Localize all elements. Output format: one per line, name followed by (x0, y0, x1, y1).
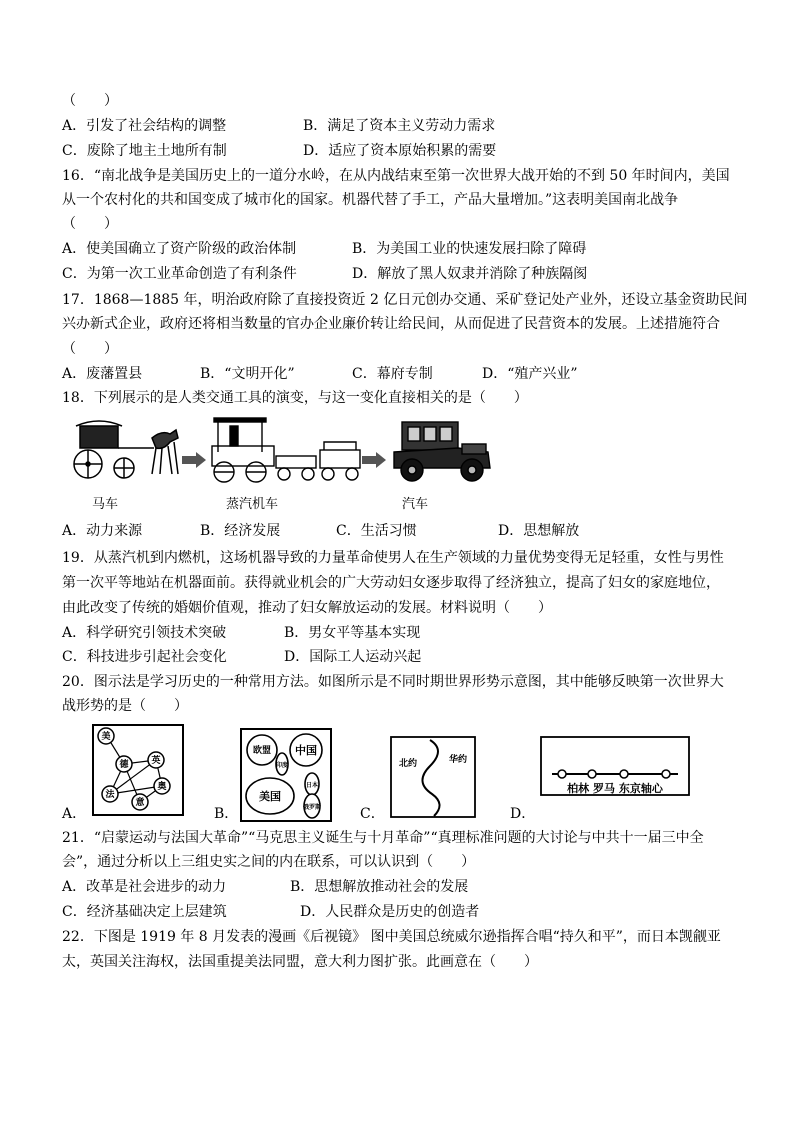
q16-option-d: D．解放了黑人奴隶并消除了种族隔阂 (352, 266, 588, 282)
q21-stem-line2: 会”，通过分析以上三组史实之间的内在联系，可以认识到（ ） (62, 854, 476, 870)
fig-b-node: 美国 (259, 790, 281, 803)
q21-option-c: C．经济基础决定上层建筑 (62, 904, 227, 920)
option-c: C．废除了地主土地所有制 (62, 143, 227, 159)
carriage-image (74, 421, 178, 478)
caption-carriage: 马车 (92, 497, 119, 512)
q16-paren: （ ） (62, 216, 118, 232)
option-b: B．满足了资本主义劳动力需求 (303, 118, 496, 134)
fig-a-node: 英 (151, 756, 161, 766)
q21-option-a: A．改革是社会进步的动力 (62, 879, 227, 895)
q16-stem-line2: 从一个农村化的共和国变成了城市化的国家。机器代替了手工，产品大量增加。”这表明美国南北战争 (62, 192, 679, 208)
fig-a-node: 德 (119, 760, 129, 770)
q17-option-d: D．“殖产兴业” (482, 366, 578, 382)
fig-a-node: 美 (101, 732, 111, 742)
q17-stem-line2: 兴办新式企业，政府还将相当数量的官办企业廉价转让给民间，从而促进了民营资本的发展。上述措施符合 (62, 316, 720, 332)
q16-option-b: B．为美国工业的快速发展扫除了障碍 (352, 241, 587, 257)
caption-car: 汽车 (402, 497, 429, 512)
figure-d-axis-diagram (540, 736, 690, 796)
q18-option-b: B．经济发展 (200, 523, 281, 539)
q18-stem: 18．下列展示的是人类交通工具的演变，与这一变化直接相关的是（ ） (62, 390, 528, 406)
q21-stem-line1: 21．“启蒙运动与法国大革命”“马克思主义诞生与十月革命”“真理标准问题的大讨论与中共十一届三中全 (62, 830, 704, 846)
q19-stem-line3: 由此改变了传统的婚姻价值观，推动了妇女解放运动的发展。材料说明（ ） (62, 600, 552, 616)
option-d: D．适应了资本原始积累的需要 (303, 143, 497, 159)
fig-b-node: 欧盟 (252, 746, 272, 756)
arrow-right-icon (182, 452, 206, 468)
figure-a-alliance-diagram (92, 724, 184, 816)
q19-option-d: D．国际工人运动兴起 (284, 649, 422, 665)
q19-stem-line1: 19．从蒸汽机到内燃机，这场机器导致的力量革命使男人在生产领域的力量优势变得无足轻重，女性与男性 (62, 550, 724, 566)
q19-option-c: C．科技进步引起社会变化 (62, 649, 227, 665)
fig-a-node: 法 (105, 790, 115, 800)
transport-evolution-figure (62, 412, 502, 488)
q20-stem-line1: 20．图示法是学习历史的一种常用方法。如图所示是不同时期世界形势示意图，其中能够反映第一次世界大 (62, 674, 724, 690)
fig-b-node: 俄罗斯 (302, 804, 322, 811)
q21-option-d: D．人民群众是历史的创造者 (300, 904, 480, 920)
car-image (394, 422, 490, 481)
q17-option-b: B．“文明开化” (200, 366, 295, 382)
q22-stem-line2: 太，英国关注海权，法国重提美法同盟，意大利力图扩张。此画意在（ ） (62, 954, 538, 970)
fig-a-node: 意 (135, 798, 145, 808)
q20-option-d: D． (510, 806, 536, 822)
q19-option-a: A．科学研究引领技术突破 (62, 625, 227, 641)
question-paren: （ ） (62, 93, 118, 109)
q20-option-b: B． (214, 806, 239, 822)
arrow-right-icon (362, 452, 386, 468)
q22-stem-line1: 22．下图是 1919 年 8 月发表的漫画《后视镜》 图中美国总统威尔逊指挥合唱“持久和平”，而日本觊觎亚 (62, 929, 721, 945)
q21-option-b: B．思想解放推动社会的发展 (290, 879, 469, 895)
fig-c-node: 北约 (398, 759, 418, 769)
q16-option-a: A．使美国确立了资产阶级的政治体制 (62, 241, 297, 257)
q18-option-c: C．生活习惯 (336, 523, 417, 539)
q18-option-d: D．思想解放 (498, 523, 580, 539)
caption-steam-locomotive: 蒸汽机车 (226, 497, 279, 512)
q17-stem-line1: 17．1868—1885 年，明治政府除了直接投资近 2 亿日元创办交通、采矿登记处产业外，还设立基金资助民间 (62, 292, 748, 308)
fig-a-node: 奥 (157, 782, 167, 792)
q16-option-c: C．为第一次工业革命创造了有利条件 (62, 266, 297, 282)
q20-option-c: C． (360, 806, 385, 822)
option-a: A．引发了社会结构的调整 (62, 118, 227, 134)
q17-paren: （ ） (62, 341, 118, 357)
fig-b-node: 印度 (275, 762, 289, 769)
fig-c-node: 华约 (448, 755, 468, 765)
fig-d-label: 柏林 罗马 东京轴心 (567, 782, 663, 795)
q17-option-a: A．废藩置县 (62, 366, 143, 382)
fig-b-node: 中国 (295, 744, 317, 757)
q18-option-a: A．动力来源 (62, 523, 143, 539)
figure-c-bipolar-diagram (390, 736, 476, 818)
figure-b-multipolar-diagram (240, 728, 332, 822)
q20-stem-line2: 战形势的是（ ） (62, 698, 188, 714)
q20-option-a: A． (62, 806, 87, 822)
q19-option-b: B．男女平等基本实现 (284, 625, 421, 641)
steam-locomotive-image (212, 418, 360, 482)
fig-b-node: 日本 (305, 782, 319, 789)
q17-option-c: C．幕府专制 (352, 366, 433, 382)
q16-stem-line1: 16．“南北战争是美国历史上的一道分水岭，在从内战结束至第一次世界大战开始的不到 50 年时间内，美国 (62, 168, 730, 184)
q19-stem-line2: 第一次平等地站在机器面前。获得就业机会的广大劳动妇女逐步取得了经济独立，提高了妇女的家庭地位， (62, 575, 720, 591)
